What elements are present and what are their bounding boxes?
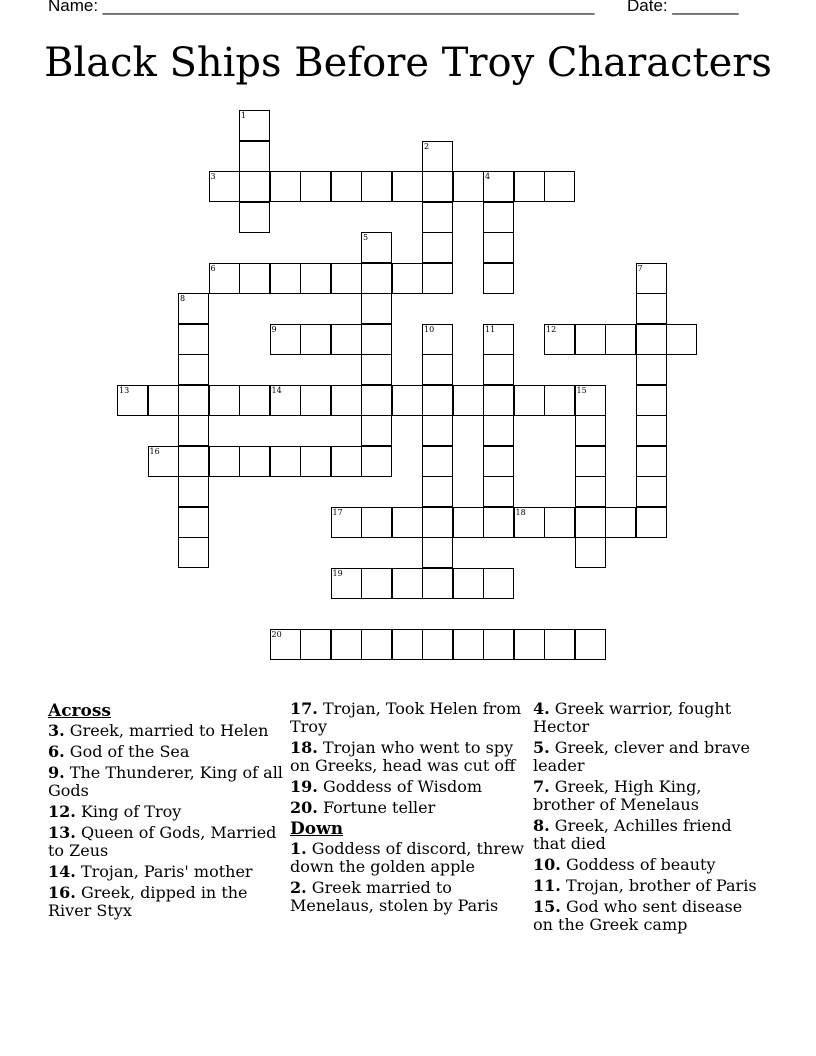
grid-cell[interactable] [636,293,667,324]
clue-across: 17. Trojan, Took Helen from Troy [290,699,522,736]
grid-cell[interactable] [178,507,209,538]
grid-cell[interactable] [605,507,636,538]
grid-cell[interactable] [422,232,453,263]
clue-down: 15. God who sent disease on the Greek camp [533,897,743,934]
grid-cell[interactable] [483,415,514,446]
grid-cell[interactable] [392,263,423,294]
grid-cell[interactable] [178,446,209,477]
grid-cell[interactable] [331,263,362,294]
clue-across: 14. Trojan, Paris' mother [48,862,253,881]
grid-cell[interactable] [178,324,209,355]
grid-cell[interactable] [300,171,331,202]
grid-cell[interactable] [483,446,514,477]
grid-cell[interactable] [422,446,453,477]
grid-cell[interactable] [514,507,545,538]
clue-down: 10. Goddess of beauty [533,855,716,874]
grid-cell[interactable] [270,446,301,477]
cell-number: 5 [363,233,369,242]
grid-cell[interactable] [331,324,362,355]
grid-cell[interactable] [422,171,453,202]
grid-cell[interactable] [361,171,392,202]
grid-cell[interactable] [544,324,575,355]
grid-cell[interactable] [422,385,453,416]
grid-cell[interactable] [239,263,270,294]
grid-cell[interactable] [331,171,362,202]
grid-cell[interactable] [636,324,667,355]
grid-cell[interactable] [453,171,484,202]
grid-cell[interactable] [636,446,667,477]
grid-cell[interactable] [483,202,514,233]
grid-cell[interactable] [575,415,606,446]
grid-cell[interactable] [148,446,179,477]
grid-cell[interactable] [575,324,606,355]
grid-cell[interactable] [209,171,240,202]
grid-cell[interactable] [331,507,362,538]
grid-cell[interactable] [239,110,270,141]
grid-cell[interactable] [422,202,453,233]
clue-down: 2. Greek married to Menelaus, stolen by Paris [290,878,499,915]
grid-cell[interactable] [453,385,484,416]
grid-cell[interactable] [178,293,209,324]
grid-cell[interactable] [483,568,514,599]
grid-cell[interactable] [575,385,606,416]
grid-cell[interactable] [636,507,667,538]
grid-cell[interactable] [544,629,575,660]
cell-number: 20 [271,629,282,639]
grid-cell[interactable] [514,385,545,416]
grid-cell[interactable] [544,507,575,538]
grid-cell[interactable] [178,354,209,385]
grid-cell[interactable] [209,385,240,416]
grid-cell[interactable] [331,629,362,660]
grid-cell[interactable] [361,385,392,416]
grid-cell[interactable] [636,263,667,294]
grid-cell[interactable] [239,171,270,202]
grid-cell[interactable] [636,385,667,416]
grid-cell[interactable] [300,324,331,355]
grid-cell[interactable] [209,446,240,477]
grid-cell[interactable] [300,385,331,416]
grid-cell[interactable] [575,629,606,660]
grid-cell[interactable] [239,385,270,416]
grid-cell[interactable] [178,415,209,446]
grid-cell[interactable] [270,385,301,416]
clue-down: 11. Trojan, brother of Paris [533,876,757,895]
grid-cell[interactable] [422,141,453,172]
grid-cell[interactable] [422,324,453,355]
grid-cell[interactable] [361,293,392,324]
cell-number: 19 [332,568,343,578]
cell-number: 14 [271,385,282,395]
grid-cell[interactable] [270,629,301,660]
grid-cell[interactable] [331,568,362,599]
grid-cell[interactable] [361,263,392,294]
grid-cell[interactable] [361,324,392,355]
grid-cell[interactable] [422,415,453,446]
grid-cell[interactable] [300,263,331,294]
grid-cell[interactable] [575,507,606,538]
grid-cell[interactable] [575,537,606,568]
grid-cell[interactable] [148,385,179,416]
grid-cell[interactable] [453,507,484,538]
grid-cell[interactable] [361,415,392,446]
grid-cell[interactable] [422,263,453,294]
grid-cell[interactable] [453,568,484,599]
grid-cell[interactable] [392,507,423,538]
grid-cell[interactable] [239,141,270,172]
grid-cell[interactable] [422,629,453,660]
grid-cell[interactable] [392,171,423,202]
clue-column-2 [290,700,528,918]
clue-column-3 [533,700,763,937]
clue-across: 3. Greek, married to Helen [48,721,269,740]
grid-cell[interactable] [666,324,697,355]
grid-cell[interactable] [453,629,484,660]
grid-cell[interactable] [483,507,514,538]
cell-number: 17 [332,507,343,517]
cell-number: 8 [180,294,186,303]
grid-cell[interactable] [178,385,209,416]
grid-cell[interactable] [300,629,331,660]
grid-cell[interactable] [361,232,392,263]
grid-cell[interactable] [483,263,514,294]
date-line: Date: _______ [627,0,739,15]
cell-number: 4 [485,172,491,181]
grid-cell[interactable] [422,476,453,507]
cell-number: 1 [241,111,247,120]
clue-across: 12. King of Troy [48,802,182,821]
grid-cell[interactable] [483,171,514,202]
cell-number: 12 [546,324,557,334]
grid-cell[interactable] [422,507,453,538]
cell-number: 3 [210,172,216,181]
page-title: Black Ships Before Troy Characters [44,40,772,86]
grid-cell[interactable] [636,354,667,385]
clue-column-1 [48,700,283,923]
grid-cell[interactable] [178,537,209,568]
grid-cell[interactable] [483,354,514,385]
grid-cell[interactable] [636,476,667,507]
grid-cell[interactable] [422,568,453,599]
grid-cell[interactable] [117,385,148,416]
grid-cell[interactable] [361,629,392,660]
clue-down: 7. Greek, High King, brother of Menelaus [533,777,702,814]
cell-number: 16 [149,446,160,456]
cell-number: 2 [424,141,430,151]
grid-cell[interactable] [361,446,392,477]
grid-cell[interactable] [361,568,392,599]
grid-cell[interactable] [239,202,270,233]
clue-down: 1. Goddess of discord, threw down the golden apple [290,839,525,876]
cell-number: 18 [515,507,526,517]
grid-cell[interactable] [605,324,636,355]
clue-across: 18. Trojan who went to spy on Greeks, head was cut off [290,738,516,775]
cell-number: 15 [576,385,587,395]
clue-across: 16. Greek, dipped in the River Styx [48,883,248,920]
clue-across: 6. God of the Sea [48,742,190,761]
grid-cell[interactable] [422,537,453,568]
grid-cell[interactable] [361,354,392,385]
grid-cell[interactable] [483,324,514,355]
grid-cell[interactable] [392,629,423,660]
grid-cell[interactable] [361,507,392,538]
grid-cell[interactable] [392,385,423,416]
cell-number: 9 [271,324,277,334]
grid-cell[interactable] [483,232,514,263]
grid-cell[interactable] [239,446,270,477]
grid-cell[interactable] [636,415,667,446]
clue-across: 20. Fortune teller [290,798,436,817]
name-line: Name: ____________________________________________________ [48,0,595,15]
grid-cell[interactable] [270,171,301,202]
down-heading: Down [290,819,344,839]
grid-cell[interactable] [331,385,362,416]
cell-number: 7 [637,263,643,273]
grid-cell[interactable] [270,263,301,294]
grid-cell[interactable] [270,324,301,355]
grid-cell[interactable] [392,568,423,599]
clue-down: 5. Greek, clever and brave leader [533,738,750,775]
grid-cell[interactable] [300,446,331,477]
grid-cell[interactable] [575,446,606,477]
grid-cell[interactable] [544,385,575,416]
grid-cell[interactable] [483,385,514,416]
clue-down: 8. Greek, Achilles friend that died [533,816,732,853]
cell-number: 6 [210,263,216,273]
grid-cell[interactable] [178,476,209,507]
cell-number: 13 [119,385,130,395]
cell-number: 10 [424,324,435,334]
grid-cell[interactable] [544,171,575,202]
grid-cell[interactable] [483,476,514,507]
grid-cell[interactable] [209,263,240,294]
grid-cell[interactable] [331,446,362,477]
grid-cell[interactable] [514,171,545,202]
grid-cell[interactable] [575,476,606,507]
grid-cell[interactable] [483,629,514,660]
clue-across: 19. Goddess of Wisdom [290,777,482,796]
grid-cell[interactable] [514,629,545,660]
across-heading: Across [48,701,111,721]
clue-across: 13. Queen of Gods, Married to Zeus [48,823,277,860]
clue-down: 4. Greek warrior, fought Hector [533,699,732,736]
clue-across: 9. The Thunderer, King of all Gods [48,763,283,800]
cell-number: 11 [485,324,496,334]
grid-cell[interactable] [422,354,453,385]
